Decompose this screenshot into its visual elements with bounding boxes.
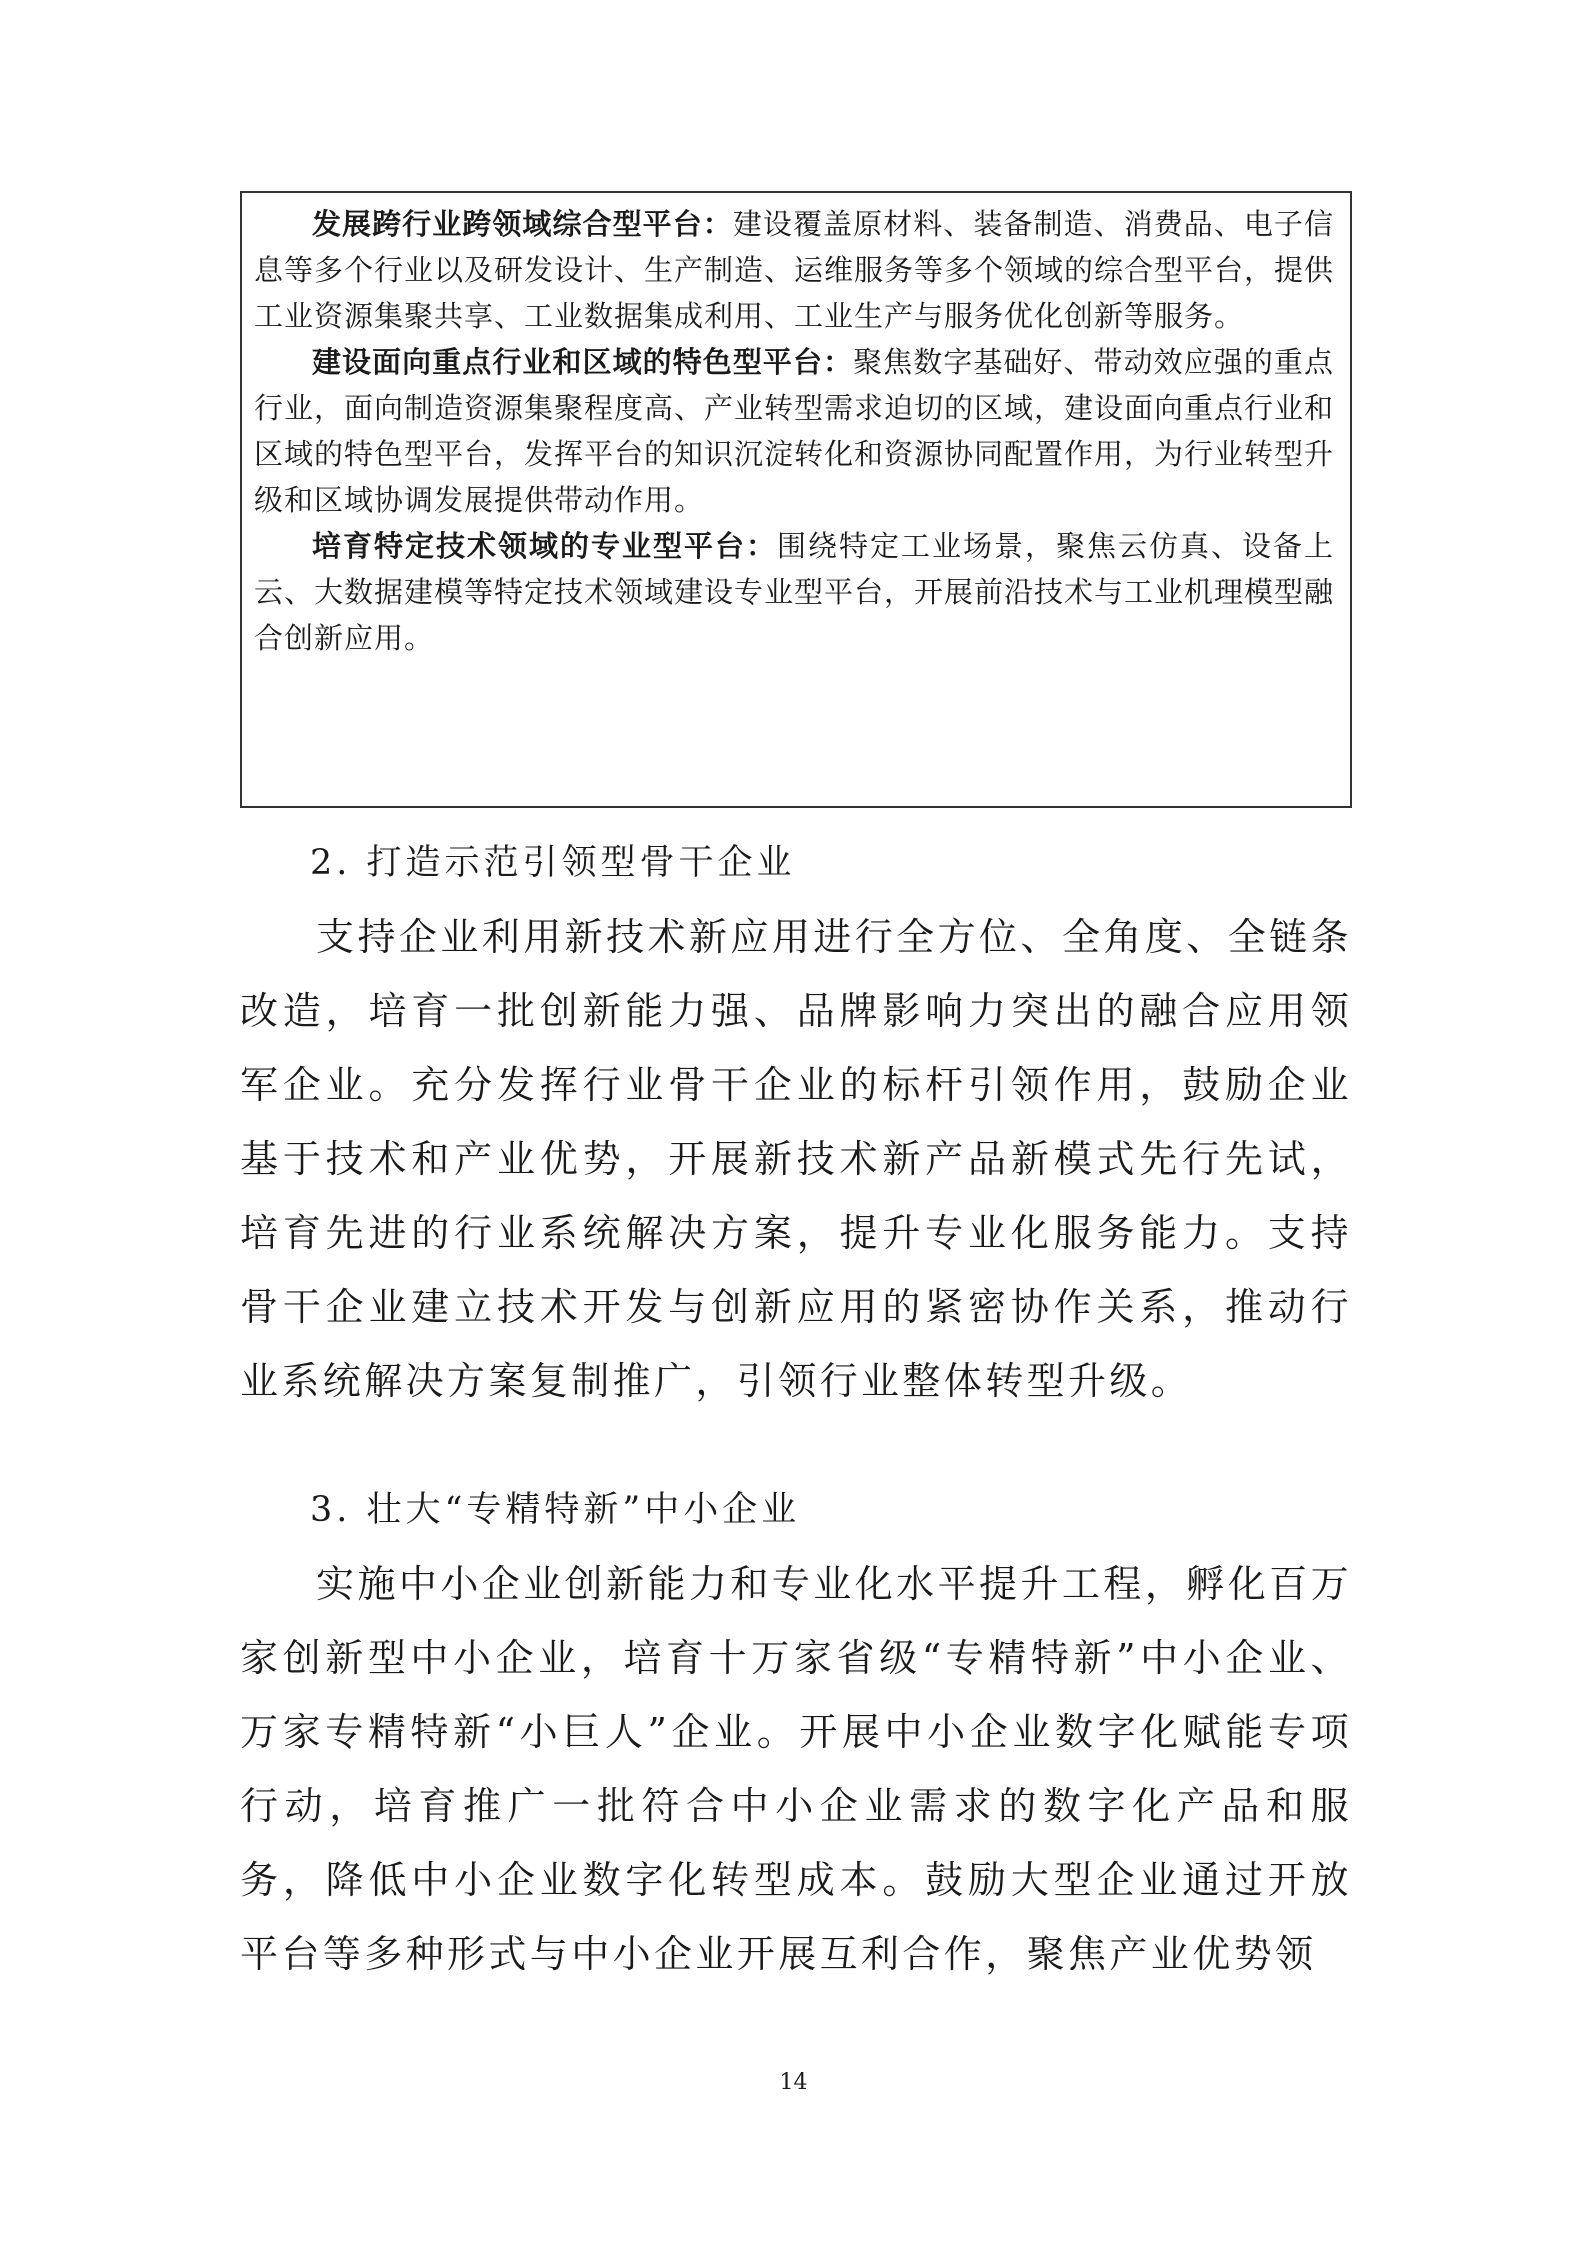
section-heading-2: 2. 打造示范引领型骨干企业 xyxy=(310,843,796,883)
box-item-professional-platform xyxy=(254,523,1334,661)
section-body-3: 实施中小企业创新能力和专业化水平提升工程，孵化百万家创新型中小企业，培育十万家省级“专精特新”中小企业、万家专精特新“小巨人”企业。开展中小企业数字化赋能专项行动，培育推广一批符合中小企业需求的数字化产品和服务，降低中小企业数字化转型成本。鼓励大型企业通过开放平台等多种形式与中小企业开展互利合作，聚焦产业优势领 xyxy=(240,1562,1352,1976)
box-item-comprehensive-platform xyxy=(254,201,1334,339)
box-item-text: 聚焦数字基础好、带动效应强的重点行业，面向制造资源集聚程度高、产业转型需求迫切的区域，建设面向重点行业和区域的特色型平台，发挥平台的知识沉淀转化和资源协同配置作用，为行业转型升级和区域协调发展提供带动作用。 xyxy=(254,345,1335,517)
box-item-text: 围绕特定工业场景，聚焦云仿真、设备上云、大数据建模等特定技术领域建设专业型平台，开展前沿技术与工业机理模型融合创新应用。 xyxy=(254,529,1335,655)
platform-types-box xyxy=(240,191,1352,808)
box-item-text: 建设覆盖原材料、装备制造、消费品、电子信息等多个行业以及研发设计、生产制造、运维服务等多个领域的综合型平台，提供工业资源集聚共享、工业数据集成利用、工业生产与服务优化创新等服务。 xyxy=(254,207,1335,333)
box-item-featured-platform xyxy=(254,339,1334,523)
section-body-2: 支持企业利用新技术新应用进行全方位、全角度、全链条改造，培育一批创新能力强、品牌影响力突出的融合应用领军企业。充分发挥行业骨干企业的标杆引领作用，鼓励企业基于技术和产业优势，开展新技术新产品新模式先行先试，培育先进的行业系统解决方案，提升专业化服务能力。支持骨干企业建立技术开发与创新应用的紧密协作关系，推动行业系统解决方案复制推广，引领行业整体转型升级。 xyxy=(240,915,1352,1403)
box-item-title: 发展跨行业跨领域综合型平台： xyxy=(312,207,733,241)
box-item-title: 建设面向重点行业和区域的特色型平台： xyxy=(312,345,854,379)
box-item-title: 培育特定技术领域的专业型平台： xyxy=(312,529,777,563)
section-heading-3: 3. 壮大“专精特新”中小企业 xyxy=(310,1490,801,1530)
page-number: 14 xyxy=(779,2070,808,2095)
